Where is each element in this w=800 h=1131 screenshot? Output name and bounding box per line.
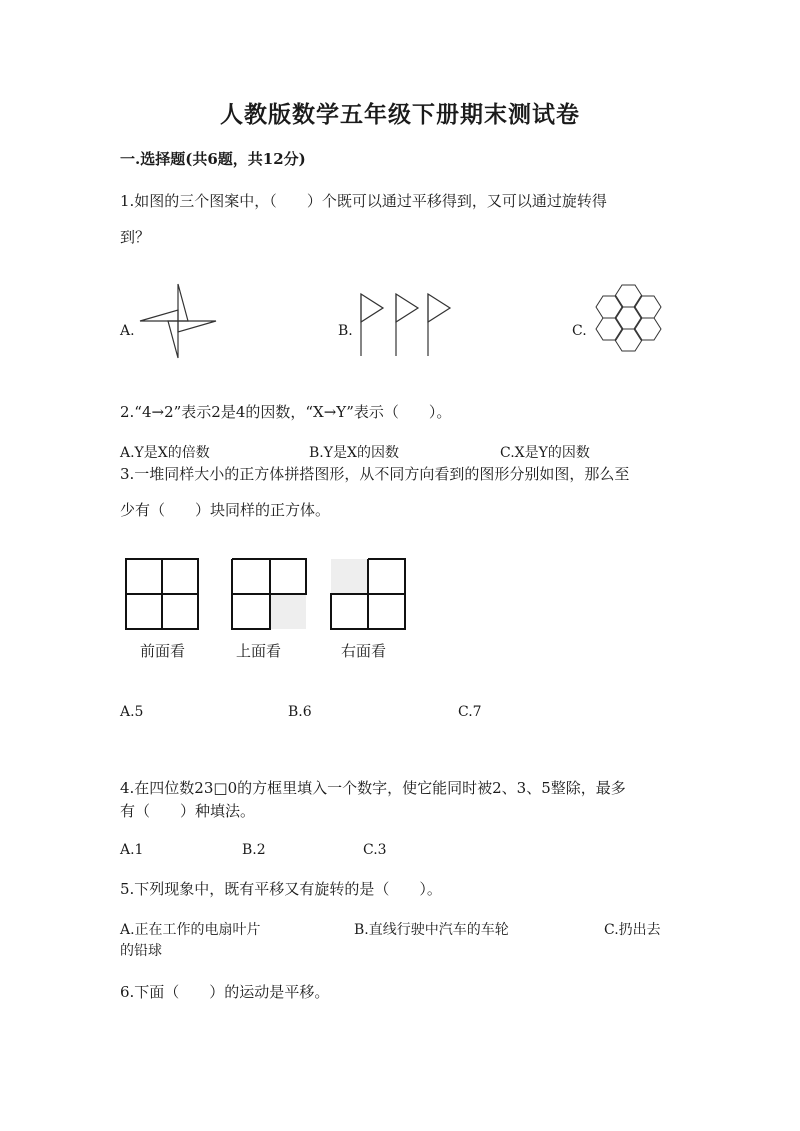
q5-option-b: B.直线行驶中汽车的车轮 [354,922,509,938]
q1-text-line1: 1.如图的三个图案中，（ ）个既可以通过平移得到，又可以通过旋转得 [120,192,607,210]
q4-option-b: B.2 [242,842,266,858]
q3-text-line2: 少有（ ）块同样的正方体。 [120,501,331,519]
q1-option-b-label: B. [338,323,353,339]
q3-text-line1: 3.一堆同样大小的正方体拼搭图形，从不同方向看到的图形分别如图，那么至 [120,465,630,483]
q2-option-c: C.X是Y的因数 [500,445,590,461]
q2-option-b: B.Y是X的因数 [309,445,399,461]
front-view-label: 前面看 [140,642,186,660]
front-view-figure [125,558,201,632]
q1-text-line2: 到？ [120,228,151,246]
q5-text: 5.下列现象中，既有平移又有旋转的是（ ）。 [120,880,442,898]
top-view-figure [231,558,309,632]
top-view-label: 上面看 [236,642,282,660]
q6-text: 6.下面（ ）的运动是平移。 [120,983,330,1001]
q4-text-line2: 有（ ）种填法。 [120,802,256,820]
page-title: 人教版数学五年级下册期末测试卷 [220,101,580,128]
hexagon-figure [590,282,670,360]
q3-option-a: A.5 [120,704,144,720]
q3-option-c: C.7 [458,704,482,720]
q3-option-b: B.6 [288,704,312,720]
q5-option-a: A.正在工作的电扇叶片 [120,922,261,938]
q2-option-a: A.Y是X的倍数 [120,445,210,461]
right-view-label: 右面看 [341,642,387,660]
flags-figure [358,292,453,358]
q2-text: 2.“4→2”表示2是4的因数，“X→Y”表示（ ）。 [120,403,452,421]
pinwheel-figure [138,282,220,360]
q4-option-c: C.3 [363,842,387,858]
q1-option-c-label: C. [572,323,587,339]
q4-option-a: A.1 [120,842,144,858]
q4-text-line1: 4.在四位数23□0的方框里填入一个数字，使它能同时被2、3、5整除，最多 [120,779,626,797]
section-heading: 一.选择题(共6题，共12分) [120,150,306,168]
q1-option-a-label: A. [120,323,135,339]
right-view-figure [330,558,408,632]
q5-option-c: C.扔出去 [604,922,661,938]
q5-option-c-continued: 的铅球 [120,943,162,959]
